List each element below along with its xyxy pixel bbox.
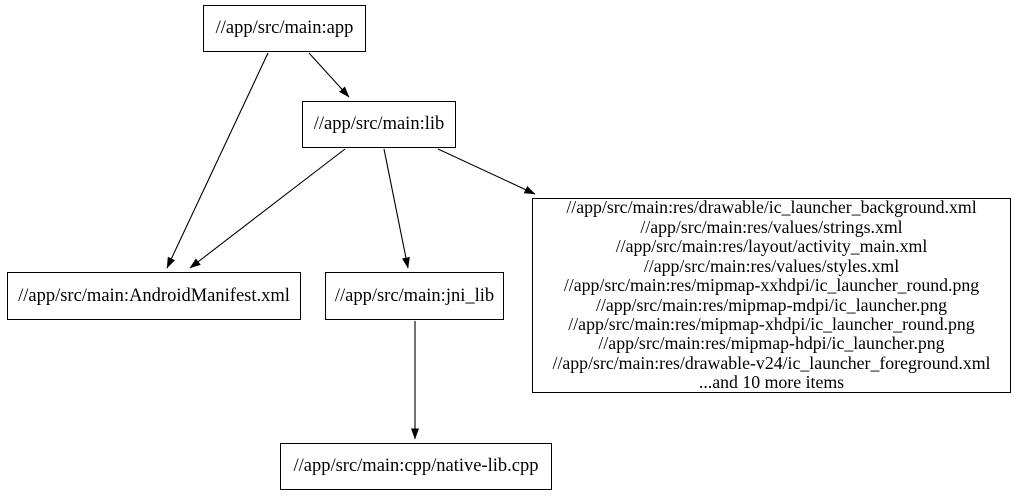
node-res-group xyxy=(532,198,1011,393)
edge-lib-to-jni-lib xyxy=(384,149,408,268)
res-group-line: //app/src/main:res/layout/activity_main.xml xyxy=(615,236,928,257)
res-group-line: //app/src/main:res/mipmap-xxhdpi/ic_launcher_round.png xyxy=(563,275,980,296)
res-group-line: //app/src/main:res/drawable-v24/ic_launcher_foreground.xml xyxy=(552,352,991,373)
node-jni-lib-label: //app/src/main:jni_lib xyxy=(334,285,495,306)
node-lib xyxy=(302,101,456,148)
node-android-manifest xyxy=(7,272,301,320)
edge-app-to-android-manifest xyxy=(167,53,268,268)
res-group-line: //app/src/main:res/mipmap-hdpi/ic_launcher.png xyxy=(598,333,945,354)
res-group-line: //app/src/main:res/mipmap-mdpi/ic_launcher.png xyxy=(595,294,948,315)
node-jni-lib xyxy=(325,272,504,320)
res-group-line: //app/src/main:res/values/strings.xml xyxy=(640,216,903,237)
node-android-manifest-label: //app/src/main:AndroidManifest.xml xyxy=(18,285,290,306)
node-app xyxy=(203,5,366,52)
edge-lib-to-res-group xyxy=(438,149,535,194)
node-native-lib-cpp xyxy=(280,443,552,490)
node-native-lib-cpp-label: //app/src/main:cpp/native-lib.cpp xyxy=(293,456,539,476)
res-group-line: //app/src/main:res/drawable/ic_launcher_background.xml xyxy=(566,197,977,218)
res-group-more-items: ...and 10 more items xyxy=(698,372,845,393)
res-group-line: //app/src/main:res/values/styles.xml xyxy=(643,255,900,276)
node-app-label: //app/src/main:app xyxy=(215,18,354,38)
node-lib-label: //app/src/main:lib xyxy=(313,114,445,134)
edge-app-to-lib xyxy=(309,53,349,97)
edge-lib-to-android-manifest xyxy=(190,149,345,268)
res-group-line: //app/src/main:res/mipmap-xhdpi/ic_launcher_round.png xyxy=(568,313,975,334)
